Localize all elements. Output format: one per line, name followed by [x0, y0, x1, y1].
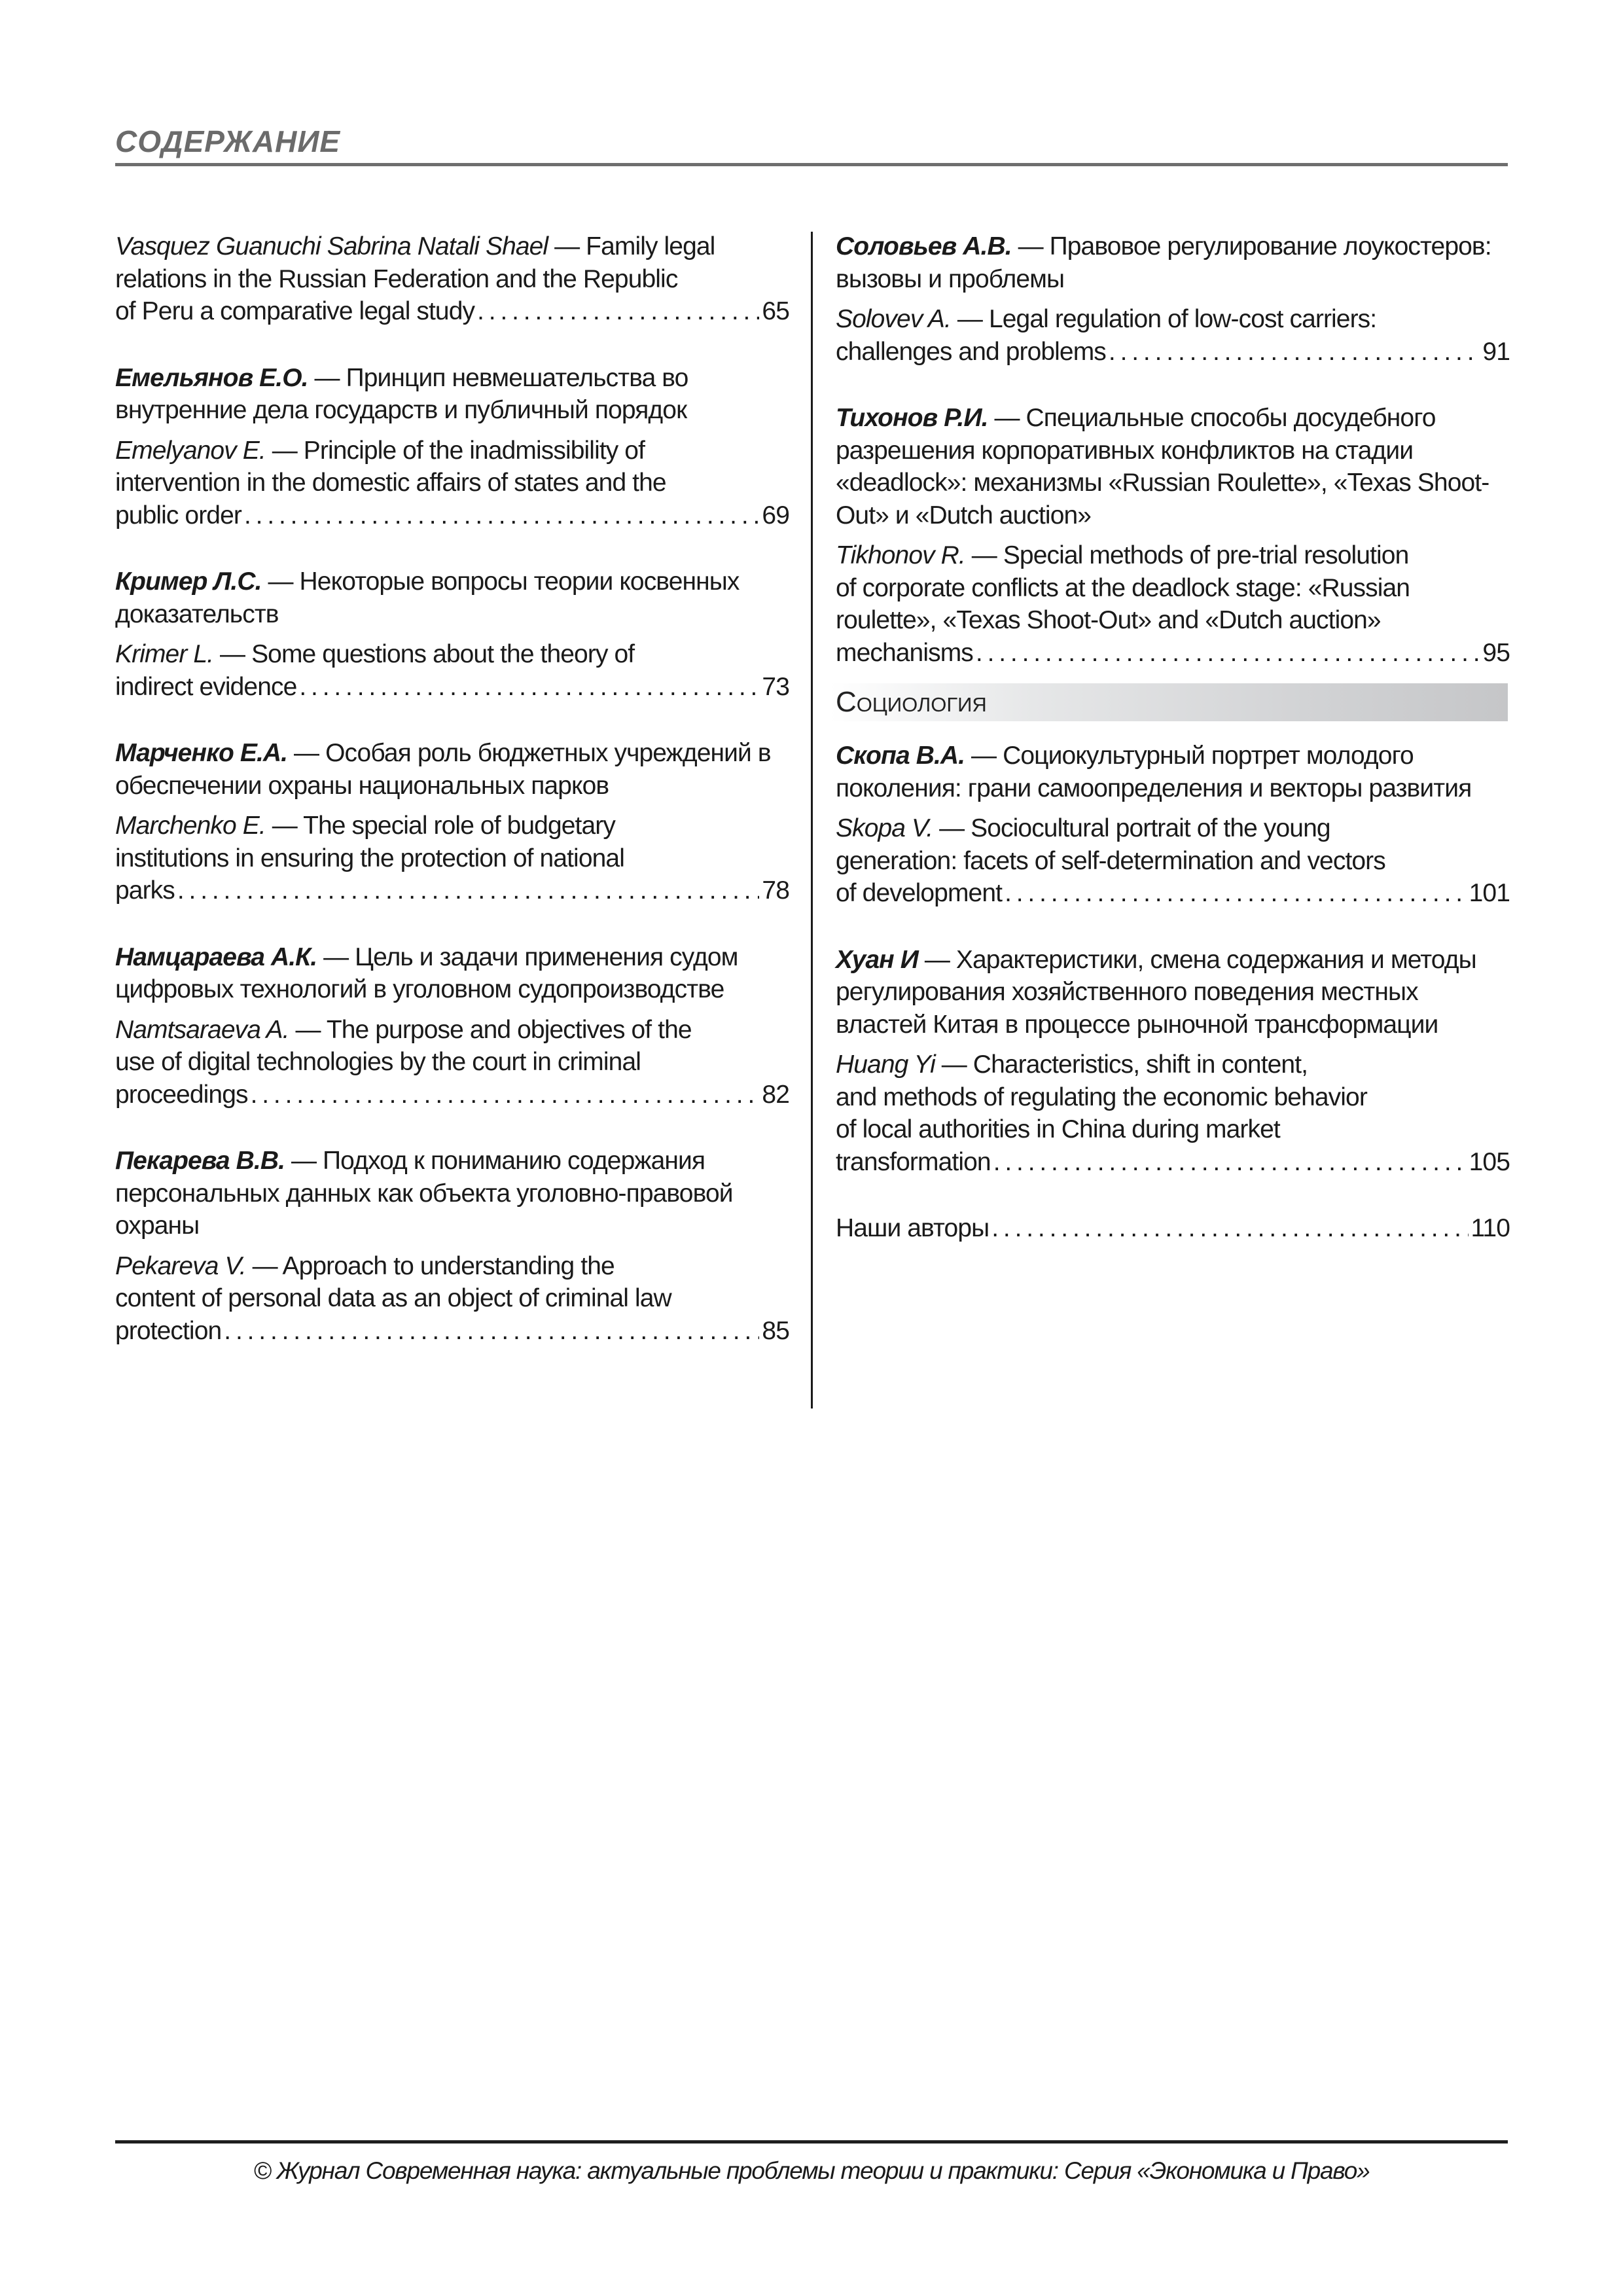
en-line: institutions in ensuring the protection of national: [115, 844, 624, 872]
entry-title-ru: [115, 941, 789, 1006]
toc-entry[interactable]: [115, 230, 789, 328]
en-last-line: [115, 1315, 789, 1348]
article-title-en-end: challenges and problems: [836, 337, 1106, 366]
entry-title-ru: [115, 737, 789, 802]
dot-leader: [991, 1212, 1468, 1245]
toc-entry[interactable]: [836, 740, 1510, 910]
article-title-ru: — Принцип невмешательства во внутренние дела государств и публичный порядок: [115, 363, 688, 424]
footer-copyright: © Журнал Современная наука: актуальные проблемы теории и практики: Серия «Экономика и Право»: [253, 2157, 1370, 2184]
dot-leader: [993, 1146, 1467, 1179]
author-name-en: Skopa V.: [836, 814, 933, 842]
author-name-ru: Кример Л.С.: [115, 567, 262, 596]
article-title-ru: — Социокультурный портрет молодого поколения: грани самоопределения и векторы развития: [836, 742, 1472, 802]
author-name-ru: Пекарева В.В.: [115, 1147, 285, 1175]
article-title-ru: — Некоторые вопросы теории косвенных доказательств: [115, 567, 740, 628]
en-line: content of personal data as an object of criminal law: [115, 1284, 671, 1312]
toc-entry-our-authors[interactable]: [836, 1212, 1510, 1245]
page-number: 69: [762, 501, 789, 529]
en-last-line: [836, 877, 1510, 910]
dot-leader: [1109, 336, 1480, 368]
article-title-en-end: of development: [836, 879, 1003, 907]
entry-title-ru: [115, 362, 789, 427]
page-number: 78: [762, 876, 789, 905]
en-line: roulette», «Texas Shoot-Out» and «Dutch auction»: [836, 606, 1381, 634]
toc-right-column: [836, 230, 1510, 1270]
en-line: of corporate conflicts at the deadlock stage: «Russian: [836, 573, 1410, 602]
en-first-line: [115, 810, 789, 842]
entry-title-en: [115, 435, 789, 532]
author-name-en: Huang Yi: [836, 1050, 935, 1079]
author-name-ru: Емельянов Е.О.: [115, 363, 308, 392]
article-title-en-start: — Some questions about the theory of: [213, 640, 635, 668]
entry-title-ru: [836, 402, 1510, 531]
dot-leader: [1005, 877, 1467, 910]
toc-entry[interactable]: [836, 402, 1510, 669]
entry-title-en: [115, 230, 789, 328]
en-last-line: [115, 295, 789, 328]
en-last-line: [115, 671, 789, 704]
dot-leader: [976, 637, 1480, 670]
en-line: of local authorities in China during market: [836, 1115, 1280, 1143]
author-name-ru: Скопа В.А.: [836, 742, 965, 770]
page-number: 101: [1469, 879, 1510, 907]
entry-title-en: [836, 539, 1510, 669]
page-number: 65: [762, 297, 789, 325]
toc-entry[interactable]: [836, 944, 1510, 1179]
page-title: СОДЕРЖАНИЕ: [115, 124, 341, 158]
en-first-line: [115, 230, 789, 263]
article-title-en-start: — The purpose and objectives of the: [289, 1015, 692, 1044]
author-name-ru: Тихонов Р.И.: [836, 404, 988, 432]
article-title-en-start: — Family legal: [548, 232, 715, 260]
page-number: 105: [1469, 1147, 1510, 1176]
en-line: use of digital technologies by the court in criminal: [115, 1048, 641, 1076]
toc-left-column: [115, 230, 789, 1347]
article-title-ru: — Особая роль бюджетных учреждений в обеспечении охраны национальных парков: [115, 739, 771, 800]
article-title-en-end: of Peru a comparative legal study: [115, 297, 475, 325]
en-last-line: [115, 874, 789, 907]
page-number: 85: [762, 1316, 789, 1345]
dot-leader: [299, 671, 759, 704]
header-rule: [115, 163, 1508, 166]
page-header: [115, 122, 1508, 161]
author-name-en: Krimer L.: [115, 640, 214, 668]
dot-leader: [244, 499, 759, 532]
author-name-en: Pekareva V.: [115, 1251, 246, 1280]
en-last-line: [115, 1079, 789, 1111]
page-number: 95: [1482, 638, 1510, 667]
en-first-line: [836, 812, 1510, 845]
en-first-line: [115, 1014, 789, 1047]
en-last-line: [836, 637, 1510, 670]
en-first-line: [836, 303, 1510, 336]
entry-title-en: [836, 303, 1510, 368]
author-name-ru: Соловьев А.В.: [836, 232, 1012, 260]
section-header-sociology: [830, 683, 1508, 721]
en-line: relations in the Russian Federation and the Republic: [115, 264, 678, 293]
page-number: 110: [1471, 1214, 1510, 1242]
article-title-en-start: — The special role of budgetary: [265, 812, 615, 840]
article-title-ru: — Подход к пониманию содержания персональных данных как объекта уголовно-правовой охраны: [115, 1147, 733, 1240]
entry-title-en: [115, 1250, 789, 1348]
toc-entry[interactable]: [836, 230, 1510, 368]
author-name-en: Emelyanov E.: [115, 436, 266, 465]
author-name-en: Solovev A.: [836, 305, 951, 333]
entry-title-en: [115, 810, 789, 907]
author-name-ru: Хуан И: [836, 945, 918, 974]
article-title-en-end: public order: [115, 501, 241, 529]
entry-title-en: [836, 1049, 1510, 1178]
toc-entry[interactable]: [115, 1145, 789, 1347]
author-name-en: Marchenko E.: [115, 812, 266, 840]
article-title-ru: — Специальные способы досудебного разрешения корпоративных конфликтов на стадии «deadlock»: механизмы «Russian Roulette», «Texas Shoot-Out» и «Dutch auction»: [836, 404, 1489, 529]
en-first-line: [836, 1049, 1510, 1081]
article-title-en-start: — Special methods of pre-trial resolution: [965, 541, 1409, 569]
toc-entry[interactable]: [115, 565, 789, 703]
article-title-en-end: indirect evidence: [115, 672, 297, 701]
author-name-en: Vasquez Guanuchi Sabrina Natali Shael: [115, 232, 548, 260]
entry-title-ru: [115, 565, 789, 630]
en-first-line: [115, 638, 789, 671]
page-number: 73: [762, 672, 789, 701]
en-first-line: [115, 1250, 789, 1283]
dot-leader: [224, 1315, 759, 1348]
toc-entry[interactable]: [115, 737, 789, 907]
column-divider: [811, 232, 813, 1408]
page-number: 82: [762, 1080, 789, 1109]
en-line: intervention in the domestic affairs of states and the: [115, 469, 666, 497]
author-name-en: Tikhonov R.: [836, 541, 965, 569]
dot-leader: [251, 1079, 760, 1111]
article-title-ru: — Характеристики, смена содержания и методы регулирования хозяйственного поведения местных властей Китая в процессе рыночной трансформации: [836, 945, 1476, 1039]
en-first-line: [836, 539, 1510, 572]
article-title-en-end: protection: [115, 1316, 222, 1345]
dot-leader: [177, 874, 760, 907]
article-title-ru: — Правовое регулирование лоукостеров: вызовы и проблемы: [836, 232, 1491, 293]
article-title-en-end: proceedings: [115, 1080, 248, 1109]
article-title-en-start: — Approach to understanding the: [245, 1251, 615, 1280]
article-title-en-end: parks: [115, 876, 175, 905]
toc-entry[interactable]: [115, 362, 789, 532]
our-authors-label: Наши авторы: [836, 1214, 990, 1242]
article-title-en-end: mechanisms: [836, 638, 973, 667]
author-name-en: Namtsaraeva A.: [115, 1015, 289, 1044]
article-title-en-start: — Characteristics, shift in content,: [935, 1050, 1308, 1079]
article-title-en-start: — Sociocultural portrait of the young: [933, 814, 1330, 842]
article-title-ru: — Цель и задачи применения судом цифровых технологий в уголовном судопроизводстве: [115, 942, 738, 1003]
toc-entry[interactable]: [115, 941, 789, 1111]
entry-title-en: [115, 638, 789, 703]
entry-title-ru: [836, 944, 1510, 1041]
entry-title-en: [836, 812, 1510, 910]
author-name-ru: Намцараева А.К.: [115, 942, 317, 971]
page-number: 91: [1482, 337, 1510, 366]
en-last-line: [836, 336, 1510, 368]
article-title-en-start: — Legal regulation of low-cost carriers:: [950, 305, 1377, 333]
article-title-en-start: — Principle of the inadmissibility of: [265, 436, 645, 465]
author-name-ru: Марченко Е.А.: [115, 739, 288, 767]
en-line: and methods of regulating the economic behavior: [836, 1083, 1367, 1111]
entry-title-en: [115, 1014, 789, 1111]
entry-title-ru: [115, 1145, 789, 1242]
article-title-en-end: transformation: [836, 1147, 991, 1176]
dot-leader: [477, 295, 759, 328]
en-line: generation: facets of self-determination and vectors: [836, 846, 1385, 875]
en-first-line: [115, 435, 789, 467]
footer-rule: [115, 2140, 1508, 2144]
en-last-line: [836, 1146, 1510, 1179]
entry-title-ru: [836, 230, 1510, 295]
entry-title-ru: [836, 740, 1510, 804]
en-last-line: [115, 499, 789, 532]
section-title: Социология: [836, 686, 987, 719]
